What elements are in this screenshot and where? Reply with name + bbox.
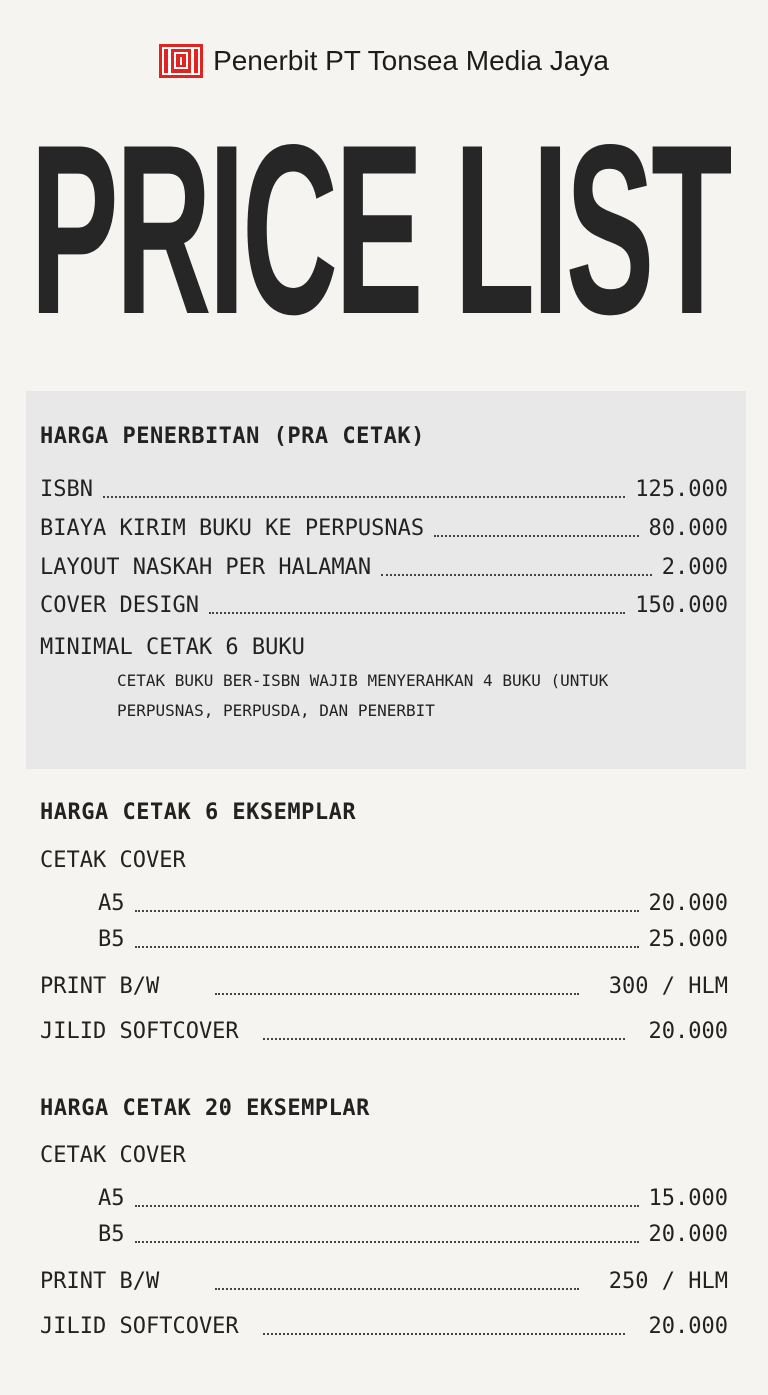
price-row-cover-design [40, 590, 728, 618]
row-label: PRINT B/W [40, 1269, 160, 1294]
cetak6-row-print [40, 971, 728, 999]
row-value: 20.000 [648, 1019, 728, 1044]
cetak6-title: HARGA CETAK 6 EKSEMPLAR [40, 800, 357, 825]
cetak6-row-a5 [98, 888, 728, 916]
dotted-leader [135, 910, 639, 912]
min-cetak-note: MINIMAL CETAK 6 BUKU [40, 635, 305, 660]
cetak20-row-a5 [98, 1183, 728, 1211]
row-label: COVER DESIGN [40, 593, 199, 618]
brand [159, 44, 609, 78]
row-label: B5 [98, 1222, 125, 1247]
book-logo-icon [159, 44, 203, 78]
row-label: PRINT B/W [40, 974, 160, 999]
cetak6-cover-label: CETAK COVER [40, 848, 186, 873]
publisher-name: Penerbit PT Tonsea Media Jaya [213, 45, 609, 76]
row-label: JILID SOFTCOVER [40, 1019, 239, 1044]
isbn-requirement-note: CETAK BUKU BER-ISBN WAJIB MENYERAHKAN 4 BUKU (UNTUK PERPUSNAS, PERPUSDA, DAN PENERBIT [117, 671, 609, 720]
dotted-leader [215, 993, 579, 995]
page-title: PRICE LIST [30, 95, 730, 365]
cetak20-row-jilid [40, 1311, 728, 1339]
row-value: 300 / HLM [608, 974, 728, 999]
pra-cetak-title: HARGA PENERBITAN (PRA CETAK) [40, 424, 425, 449]
dotted-leader [135, 1205, 639, 1207]
row-value: 15.000 [648, 1186, 728, 1211]
cetak20-row-print [40, 1266, 728, 1294]
dotted-leader [209, 612, 625, 614]
dotted-leader [103, 496, 625, 498]
row-value: 125.000 [635, 477, 728, 502]
row-label: BIAYA KIRIM BUKU KE PERPUSNAS [40, 516, 425, 541]
cetak20-row-b5 [98, 1219, 728, 1247]
cetak20-title: HARGA CETAK 20 EKSEMPLAR [40, 1096, 370, 1121]
cetak20-cover-label: CETAK COVER [40, 1143, 186, 1168]
dotted-leader [135, 946, 639, 948]
row-value: 150.000 [635, 593, 728, 618]
row-value: 2.000 [661, 555, 728, 580]
price-row-layout [40, 552, 728, 580]
row-value: 20.000 [648, 1314, 728, 1339]
price-row-isbn [40, 474, 728, 502]
dotted-leader [263, 1333, 625, 1335]
row-value: 20.000 [648, 1222, 728, 1247]
row-value: 25.000 [648, 927, 728, 952]
row-label: A5 [98, 891, 125, 916]
row-label: ISBN [40, 477, 93, 502]
cetak6-row-jilid [40, 1016, 728, 1044]
row-label: B5 [98, 927, 125, 952]
dotted-leader [381, 574, 652, 576]
row-value: 80.000 [648, 516, 728, 541]
row-value: 250 / HLM [608, 1269, 728, 1294]
dotted-leader [434, 535, 638, 537]
cetak6-row-b5 [98, 924, 728, 952]
row-label: LAYOUT NASKAH PER HALAMAN [40, 555, 372, 580]
row-label: A5 [98, 1186, 125, 1211]
dotted-leader [263, 1038, 625, 1040]
row-value: 20.000 [648, 891, 728, 916]
price-row-kirim [40, 513, 728, 541]
dotted-leader [135, 1241, 639, 1243]
dotted-leader [215, 1288, 579, 1290]
header [0, 44, 768, 82]
row-label: JILID SOFTCOVER [40, 1314, 239, 1339]
